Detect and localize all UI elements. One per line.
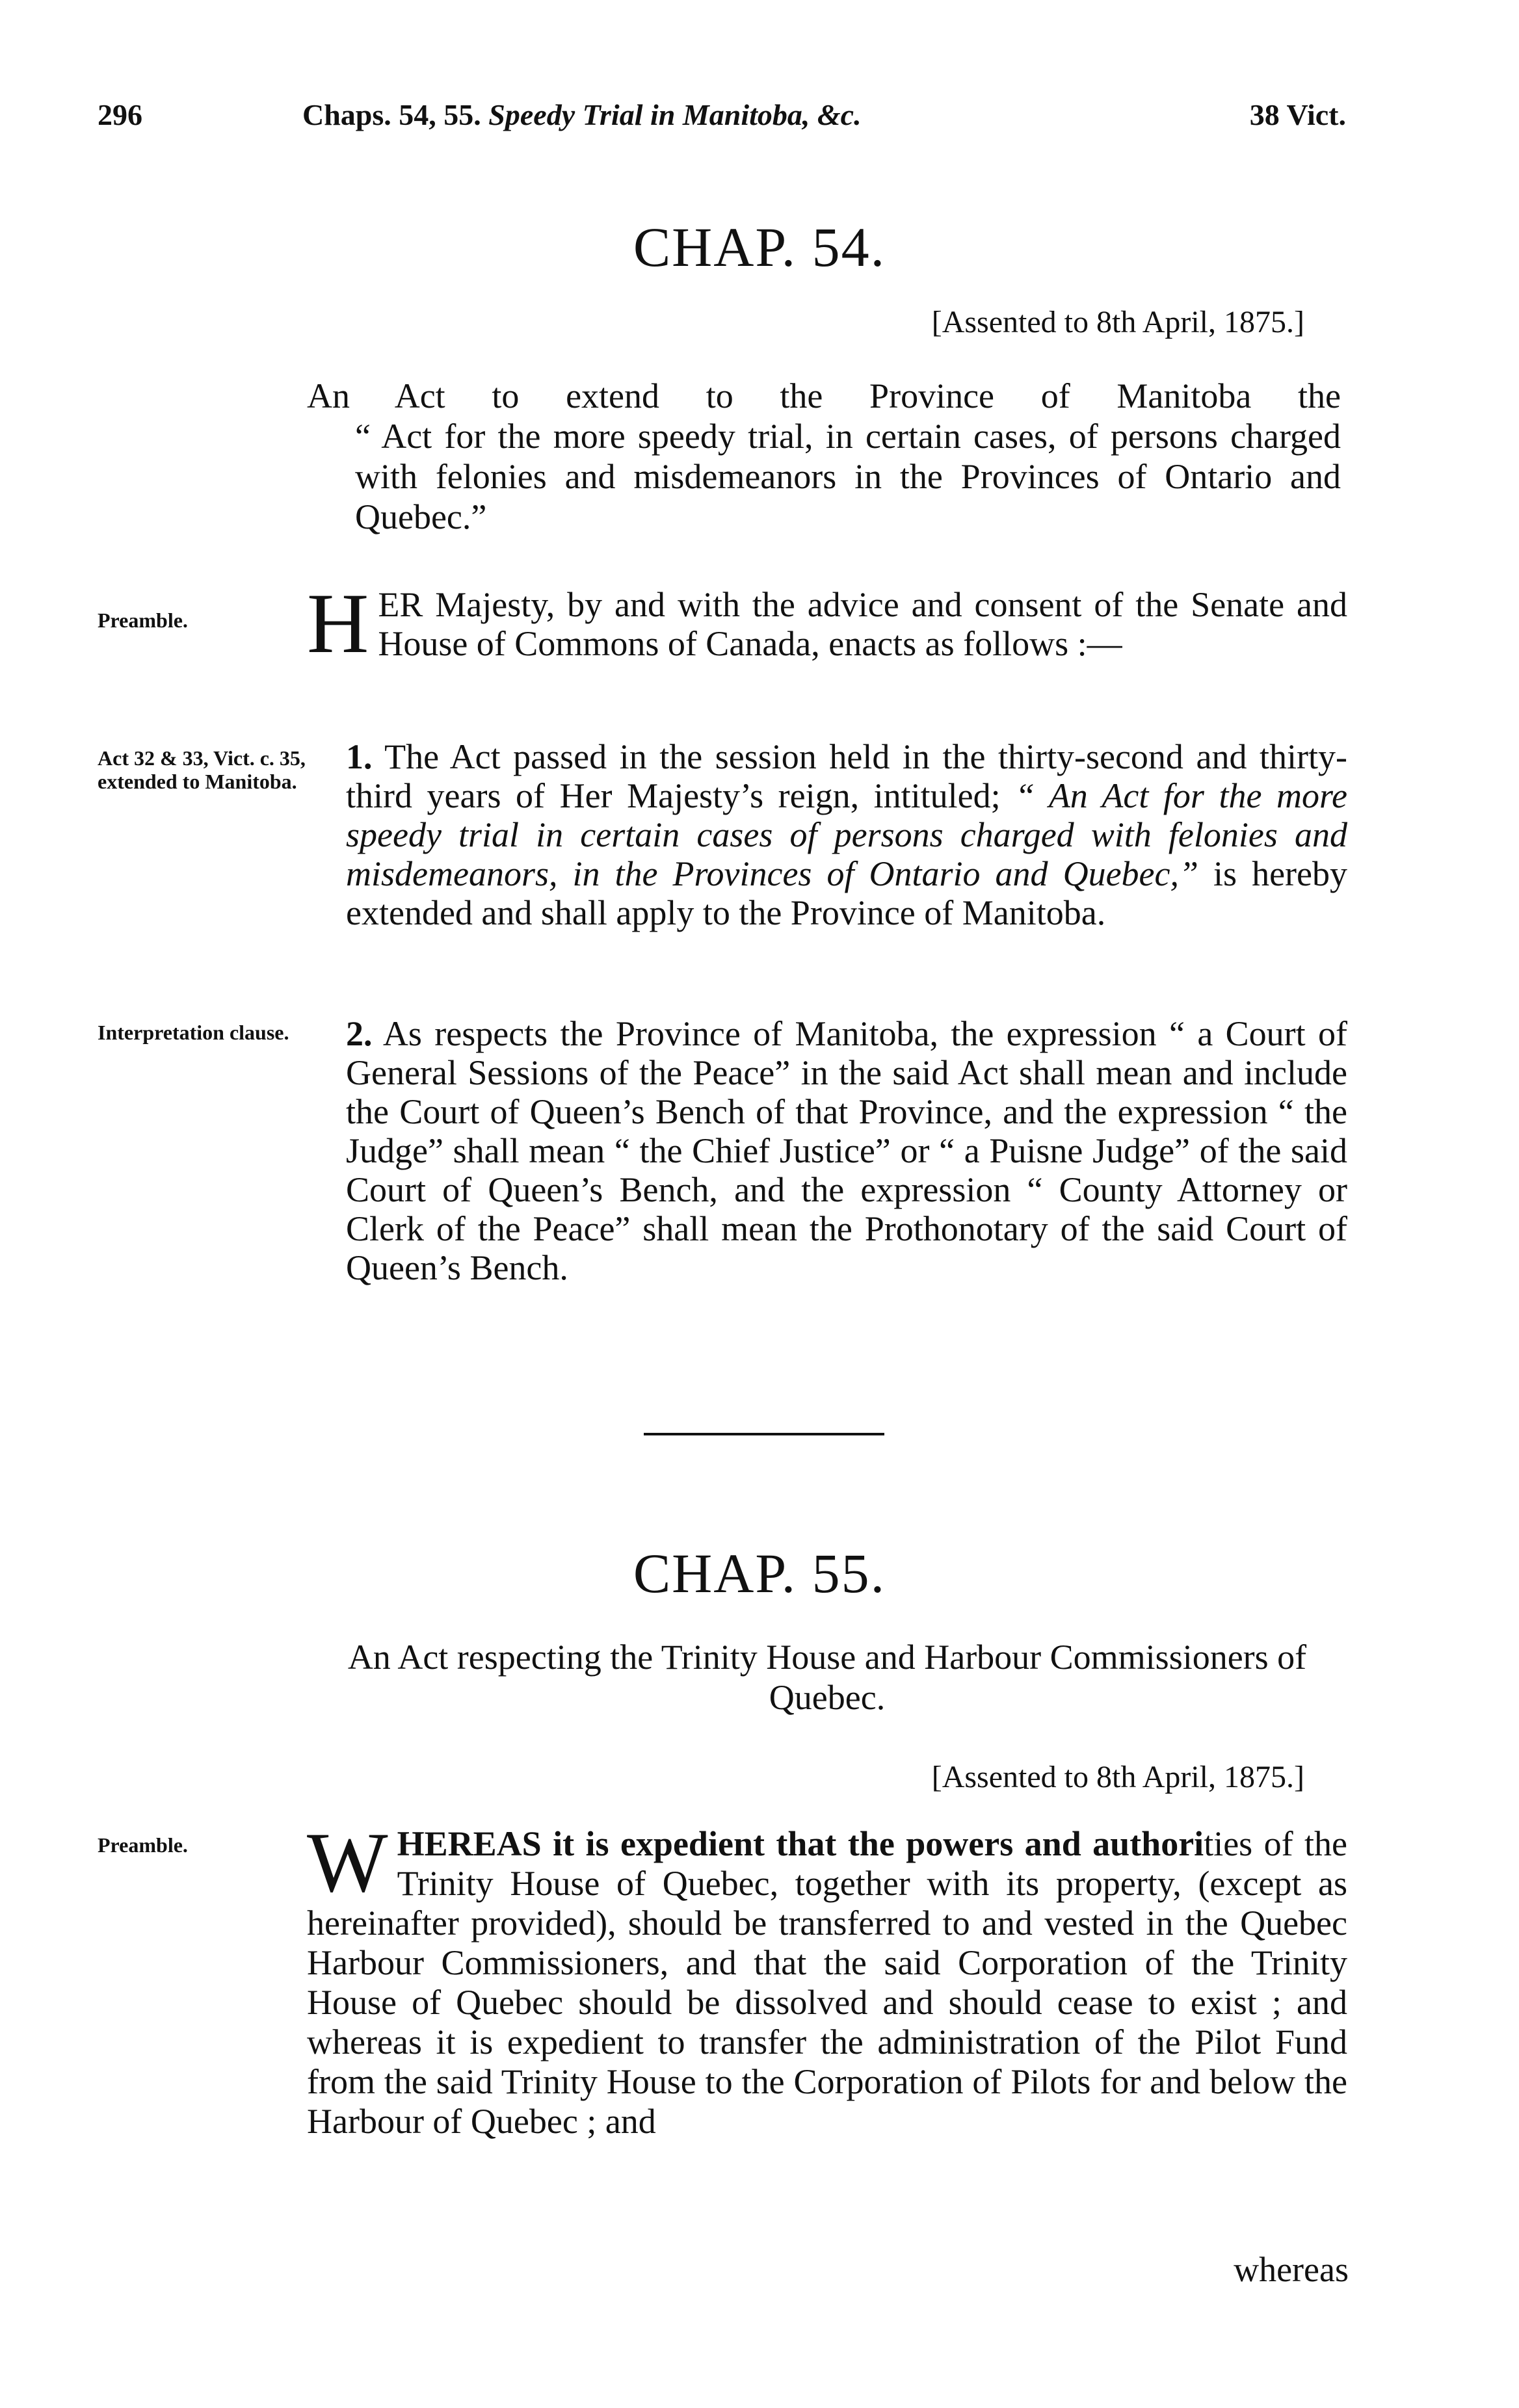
chapter-55-assent-date: [Assented to 8th April, 1875.] <box>931 1760 1304 1794</box>
chapter-55-preamble-margin-note: Preamble. <box>98 1833 188 1857</box>
catchword: whereas <box>1234 2250 1349 2289</box>
chapter-54-act-title <box>307 376 1341 537</box>
running-header <box>98 98 1346 143</box>
section-1-text-b: is hereby extended and shall apply to the Province of Manitoba. <box>346 854 1348 932</box>
chapter-divider-rule <box>644 1433 884 1435</box>
section-1 <box>307 737 1347 932</box>
section-1-margin-note: Act 32 & 33, Vict. c. 35, extended to Manitoba. <box>98 746 306 793</box>
preamble-text: ER Majesty, by and with the advice and consent of the Senate and House of Commons of Canada, enacts as follows :— <box>378 585 1347 663</box>
chapter-55-act-title: An Act respecting the Trinity House and Harbour Commissioners of Quebec. <box>347 1638 1307 1717</box>
chapter-55-drop-cap: W <box>307 1814 388 1910</box>
section-2 <box>307 1014 1347 1287</box>
section-1-act-citation: “ An Act for the more speedy trial in certain cases of persons charged with felonies and misdemeanors, in the Provinces of Ontario and Quebec,” <box>346 776 1347 893</box>
chapter-numbers: Chaps. 54, 55. <box>302 98 481 131</box>
section-2-number: 2. <box>346 1014 373 1053</box>
section-1-number: 1. <box>346 737 373 776</box>
section-2-margin-note: Interpretation clause. <box>98 1021 289 1044</box>
act-title-continuation: “ Act for the more speedy trial, in certain cases, of persons charged with felonies and misdemeanors in the Provinces of Ontario and Quebec.” <box>355 417 1341 536</box>
preamble-drop-cap: H <box>307 575 369 671</box>
page-number: 296 <box>98 98 142 131</box>
chapter-54-heading: CHAP. 54. <box>633 216 886 278</box>
chapter-54-assent-date: [Assented to 8th April, 1875.] <box>931 305 1304 339</box>
act-title-line-1: An Act to extend to the Province of Manitoba the <box>307 376 1341 415</box>
regnal-year: 38 Vict. <box>1249 98 1346 131</box>
section-1-text-a: The Act passed in the session held in the thirty-second and thirty-third years of Her Majesty’s reign, intituled; <box>346 737 1347 815</box>
chapter-55-preamble-text: ties of the Trinity House of Quebec, together with its property, (except as hereinafter provided), should be transferred to and vested in the Quebec Harbour Commissioners, and that the said Corporation of the Trinity House of Quebec should be dissolved and should cease to exist ; and whereas it is expedient to transfer the administration of the Pilot Fund from the said Trinity House to the Corporation of Pilots for and below the Harbour of Quebec ; and <box>307 1824 1348 2141</box>
chapter-55-heading: CHAP. 55. <box>633 1542 886 1604</box>
running-title <box>302 98 862 132</box>
running-title-text: Speedy Trial in Manitoba, &c. <box>488 98 862 131</box>
chapter-54-preamble <box>307 575 1347 671</box>
chapter-55-preamble <box>307 1814 1348 2141</box>
chapter-55-preamble-opening: HEREAS it is expedient that the powers and authori <box>397 1824 1204 1863</box>
section-2-text: As respects the Province of Manitoba, the expression “ a Court of General Sessions of the Peace” in the said Act shall mean and include the Court of Queen’s Bench of that Province, and the expression “ the Judge” shall mean “ the Chief Justice” or “ a Puisne Judge” of the said Court of Queen’s Bench, and the expression “ County Attorney or Clerk of the Peace” shall mean the Prothonotary of the said Court of Queen’s Bench. <box>346 1014 1347 1287</box>
preamble-margin-note: Preamble. <box>98 609 188 632</box>
